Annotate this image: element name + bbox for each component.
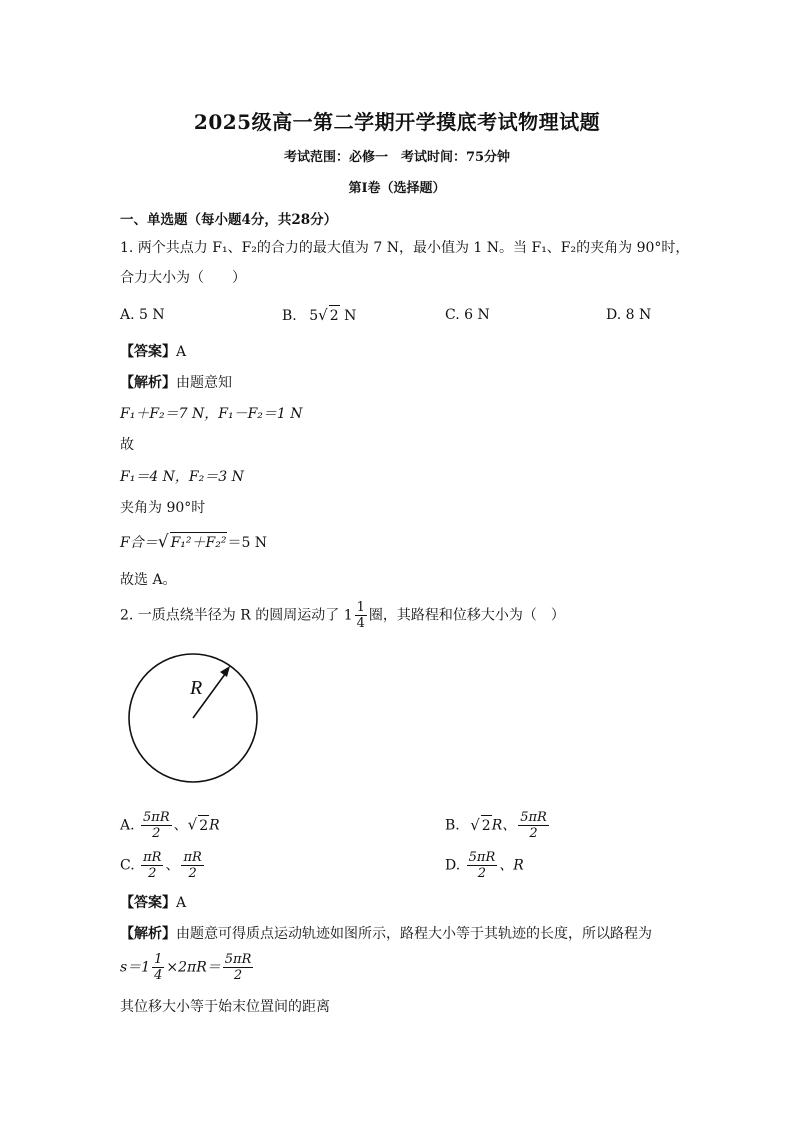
- separator: 、: [165, 857, 180, 874]
- q1-option-c: C. 6 N: [445, 307, 490, 323]
- answer-value: A: [176, 344, 187, 360]
- option-mid: R、: [491, 817, 517, 834]
- option-prefix: D.: [445, 857, 461, 874]
- q2-option-b: B. √ 2R、 $\frac{5\pi R}{2}$: [445, 810, 547, 841]
- fraction-denominator: 2: [233, 968, 243, 983]
- fraction-numerator: 5πR: [468, 850, 496, 865]
- option-prefix: C.: [120, 857, 135, 874]
- answer-tag: 【答案】: [120, 895, 176, 911]
- fraction-denominator: 2: [148, 866, 157, 881]
- q1-stem-line2: 合力大小为（ ）: [120, 270, 246, 286]
- radicand: 2: [198, 815, 209, 836]
- fraction: [223, 952, 254, 983]
- q1-option-b-coef: 5: [309, 308, 319, 324]
- q2-stem-pre: 2. 一质点绕半径为 R 的圆周运动了 1: [120, 607, 353, 624]
- option-prefix: B.: [445, 817, 460, 834]
- q1-equation-2: F₁＝4 N，F₂＝3 N: [120, 469, 244, 485]
- q2-stem-fraction: [355, 600, 367, 631]
- eq-mid: ×2πR＝: [166, 959, 221, 976]
- q1-angle-text: 夹角为 90°时: [120, 500, 206, 516]
- circle-figure: [126, 652, 266, 792]
- fraction-denominator: 2: [152, 826, 161, 841]
- q2-answer: [120, 893, 186, 913]
- q2-stem: [120, 600, 565, 631]
- radicand: 2: [481, 815, 492, 836]
- q2-option-a: A. $\frac{5\pi R}{2}$ 、√ 2R: [120, 810, 220, 841]
- analysis-tag: 【解析】: [120, 926, 176, 942]
- option-prefix: A.: [120, 817, 135, 834]
- arrow-head: [220, 666, 230, 677]
- eq3-rhs: ＝5 N: [227, 535, 268, 551]
- fraction-numerator: 5πR: [520, 810, 547, 825]
- option-tail: R: [209, 817, 220, 834]
- q2-last-line: 其位移大小等于始末位置间的距离: [120, 999, 330, 1015]
- fraction-numerator: 5πR: [224, 952, 252, 967]
- analysis-text: 由题意知: [176, 375, 232, 391]
- q1-equation-1: F₁＋F₂＝7 N，F₁－F₂＝1 N: [120, 406, 303, 422]
- option-tail: 、R: [499, 857, 524, 874]
- q1-conclusion: 故选 A。: [120, 572, 177, 588]
- analysis-tag: 【解析】: [120, 375, 176, 391]
- fraction-denominator: 2: [529, 826, 538, 841]
- fraction-numerator: 5πR: [143, 810, 170, 825]
- q2-stem-post: 圈，其路程和位移大小为（ ）: [368, 607, 565, 624]
- eq3-radicand: F₁²＋F₂²: [170, 532, 228, 553]
- exam-info: 考试范围：必修一 考试时间：75分钟: [283, 150, 511, 165]
- fraction: [181, 850, 203, 881]
- section-heading: 一、单选题（每小题4分，共28分）: [120, 212, 338, 228]
- q1-option-d: D. 8 N: [606, 307, 652, 323]
- q1-equation-3: F合＝√ F₁²＋F₂²＝5 N: [120, 532, 268, 552]
- q1-option-b-unit: N: [344, 308, 357, 324]
- q1-so: 故: [120, 437, 134, 453]
- fraction-denominator: 4: [154, 968, 163, 983]
- answer-value: A: [176, 895, 187, 911]
- eq3-lhs: F合＝: [120, 535, 158, 551]
- q1-option-b-radicand: 2: [329, 305, 340, 326]
- fraction-denominator: 2: [188, 866, 197, 881]
- analysis-text: 由题意可得质点运动轨迹如图所示，路程大小等于其轨迹的长度，所以路程为: [176, 926, 652, 942]
- q2-distance-equation: [120, 952, 255, 983]
- fraction-numerator: πR: [183, 850, 202, 865]
- q1-analysis: [120, 373, 232, 393]
- q1-answer: [120, 342, 186, 362]
- q1-option-a: A. 5 N: [120, 307, 165, 323]
- fraction-denominator: 2: [477, 866, 487, 881]
- fraction: [152, 952, 164, 983]
- fraction-numerator: 1: [356, 600, 365, 615]
- q1-stem-line1: 1. 两个共点力 F₁、F₂的合力的最大值为 7 N，最小值为 1 N。当 F₁、F₂的夹角为 90°时，: [120, 240, 690, 256]
- fraction: [518, 810, 549, 841]
- answer-tag: 【答案】: [120, 344, 176, 360]
- fraction: [467, 850, 498, 881]
- fraction: [141, 850, 163, 881]
- fraction: [141, 810, 172, 841]
- q2-option-d: [445, 850, 524, 881]
- separator: 、: [173, 817, 188, 834]
- volume-heading: 第Ⅰ卷（选择题）: [348, 181, 446, 196]
- q1-option-b-prefix: B.: [282, 308, 297, 324]
- eq-pre: s＝1: [120, 959, 151, 976]
- q1-option-b: B. 5√ 2 N: [282, 306, 357, 324]
- radius-label: R: [190, 677, 203, 699]
- q2-option-c: [120, 850, 206, 881]
- page-title: 2025级高一第二学期开学摸底考试物理试题: [193, 110, 601, 134]
- fraction-numerator: πR: [143, 850, 162, 865]
- q2-analysis: [120, 924, 652, 944]
- fraction-denominator: 4: [356, 616, 365, 631]
- fraction-numerator: 1: [154, 952, 163, 967]
